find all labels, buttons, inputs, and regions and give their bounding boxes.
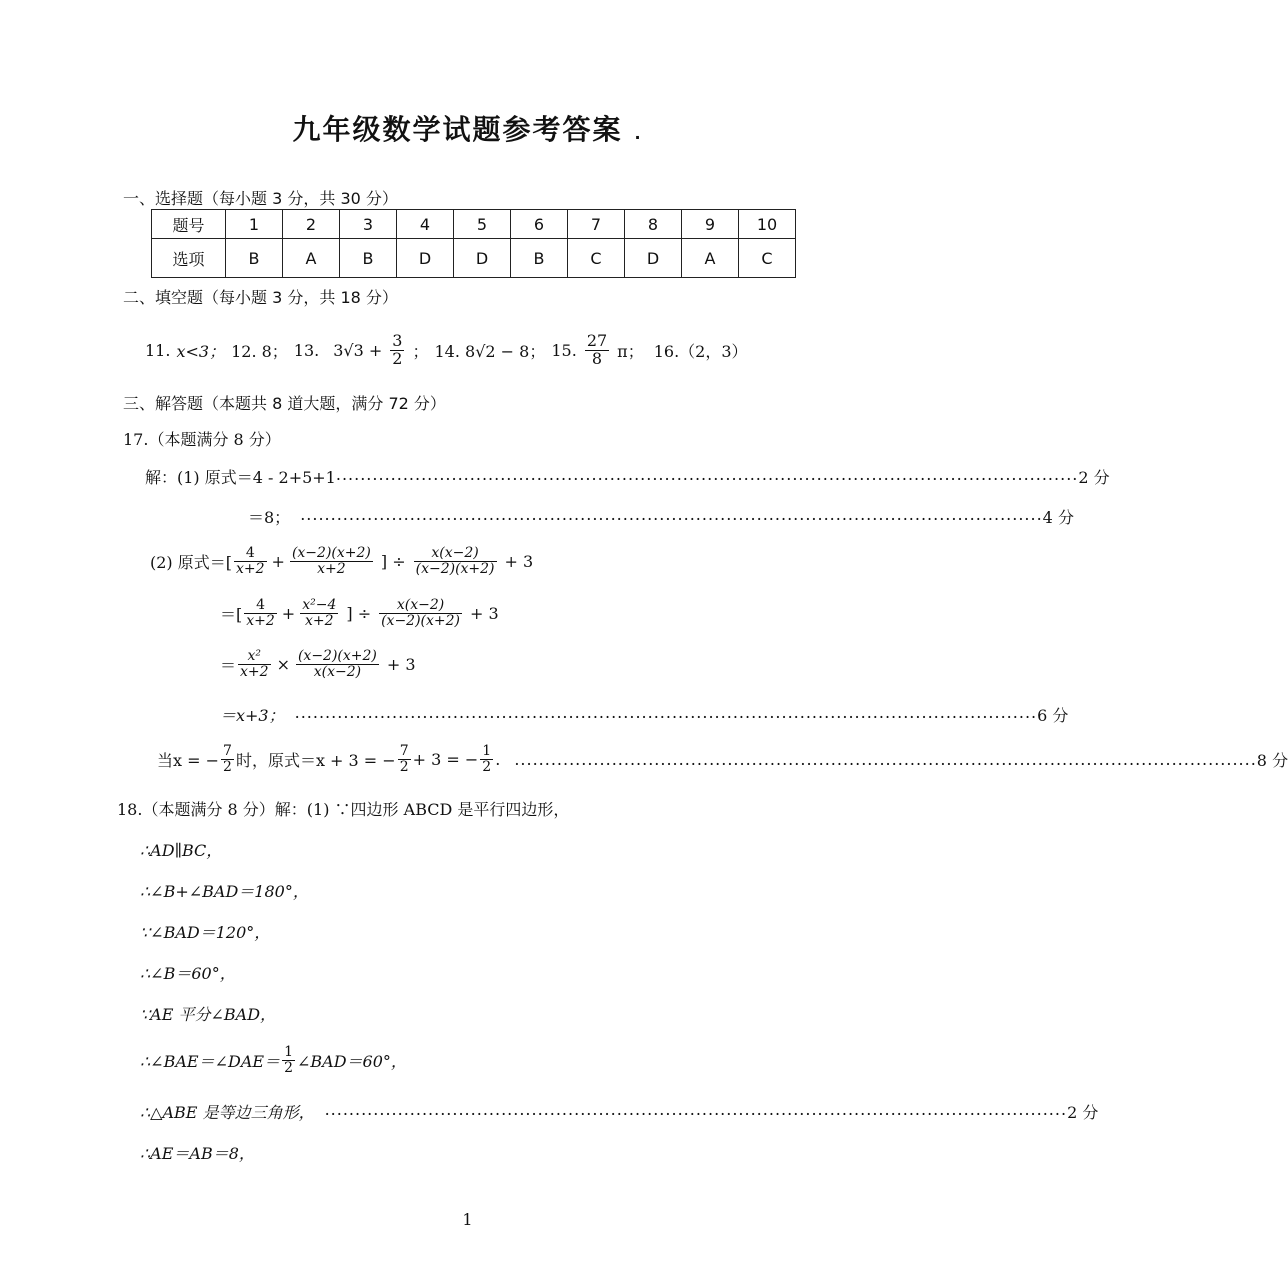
answer-15-prefix: 15.: [551, 340, 577, 360]
answer-choice: B: [226, 239, 283, 278]
score: 2 分: [1078, 468, 1110, 487]
answer-11-prefix: 11.: [145, 340, 171, 360]
answer-13-prefix: 13.: [293, 340, 320, 360]
row-label-answer: 选项: [152, 239, 226, 278]
question-number: 6: [511, 210, 568, 239]
answer-choice: A: [682, 239, 739, 278]
answer-choice: B: [511, 239, 568, 278]
answer-15-fraction: $\frac{27}{8}$: [586, 330, 608, 368]
score: 2 分: [1067, 1103, 1099, 1122]
answer-13-fraction: $\frac{3}{2}$: [392, 330, 403, 368]
answer-choice: C: [568, 239, 625, 278]
score: 8 分: [1256, 750, 1288, 770]
q17-part2-line4: ＝x+3； .......................................................................................................................... 6 分: [220, 703, 1069, 725]
answer-choice: A: [283, 239, 340, 278]
answer-12: 12. 8；: [231, 341, 288, 361]
question-number: 5: [454, 210, 511, 239]
q18-line8: ∴△ABE 是等边三角形， .......................................................................................................................... 2 分: [140, 1100, 1099, 1122]
answer-choice: D: [454, 239, 511, 278]
section2-heading: 二、填空题（每小题 3 分，共 18 分）: [123, 288, 398, 307]
q17-line2: ＝8； .......................................................................................................................... 4 分: [248, 505, 1074, 527]
fill-in-answers: [145, 328, 748, 372]
q17-heading: 17.（本题满分 8 分）: [123, 430, 281, 449]
answer-choice: B: [340, 239, 397, 278]
page-number: 1: [462, 1210, 473, 1229]
question-number: 2: [283, 210, 340, 239]
page-title: 九年级数学试题参考答案 .: [292, 113, 643, 146]
q18-line7: ∴∠BAE＝∠DAE＝ $\frac{1}{2}$ ∠BAD＝60°，: [140, 1043, 407, 1076]
answer-choice: D: [625, 239, 682, 278]
question-number: 8: [625, 210, 682, 239]
q17-part2-line5: 当x = − $\frac{7}{2}$ 时，原式＝x + 3 = − $\frac{7}{2}$ + 3 = − $\frac{1}{2}$ . .......................................................................................................................... 8 分: [157, 742, 1288, 775]
q17-part2-line3: ＝ $\frac{\text{x²}}{x+2}$ × $\frac{(x-2)(x+2)}{x(x-2)}$ + 3: [220, 647, 416, 680]
question-number: 3: [340, 210, 397, 239]
q18-line2: ∴AD∥BC，: [140, 841, 223, 860]
q18-line5: ∴∠B＝60°，: [140, 964, 236, 983]
question-number: 9: [682, 210, 739, 239]
q18-line4: ∵∠BAD＝120°，: [140, 923, 271, 942]
q17-line1: 解：(1) 原式＝4 - 2+5+1 .......................................................................................................................... 2 分: [145, 465, 1110, 487]
question-number: 1: [226, 210, 283, 239]
answer-13-tail: ；: [412, 341, 429, 361]
q18-line6: ∵AE 平分∠BAD，: [140, 1005, 277, 1024]
section1-heading: 一、选择题（每小题 3 分，共 30 分）: [123, 189, 398, 208]
answer-16: 16.（2，3）: [653, 341, 748, 361]
q17-part2-line1: (2) 原式＝[ $\frac{4}{x+2}$ + $\frac{(x-2)(x+2)}{x+2}$ ] ÷ $\frac{x(x-2)}{(x-2)(x+2)}$ + 3: [150, 544, 534, 577]
answer-choice: D: [397, 239, 454, 278]
question-number: 10: [739, 210, 796, 239]
answer-13-main: 3√3 +: [333, 340, 383, 360]
section3-heading: 三、解答题（本题共 8 道大题，满分 72 分）: [123, 394, 446, 413]
score: 4 分: [1042, 508, 1074, 527]
answer-15-tail: π；: [617, 341, 644, 361]
answer-choice: C: [739, 239, 796, 278]
q18-line3: ∴∠B+∠BAD＝180°，: [140, 882, 309, 901]
question-number: 7: [568, 210, 625, 239]
score: 6 分: [1037, 706, 1069, 725]
q17-part2-line2: ＝[ $\frac{4}{x+2}$ + $\frac{\text{x²−4}}{x+2}$ ] ÷ $\frac{x(x-2)}{(x-2)(x+2)}$ + 3: [220, 596, 499, 629]
question-number: 4: [397, 210, 454, 239]
q18-line1: 18.（本题满分 8 分）解：(1) ∵四边形 ABCD 是平行四边形，: [117, 800, 570, 819]
q18-line9: ∴AE＝AB＝8，: [140, 1144, 255, 1163]
answer-table: [151, 209, 796, 278]
row-label-question: 题号: [152, 210, 226, 239]
answer-14: 14. 8√2 − 8；: [434, 341, 546, 361]
answer-11: x<3；: [176, 341, 226, 361]
